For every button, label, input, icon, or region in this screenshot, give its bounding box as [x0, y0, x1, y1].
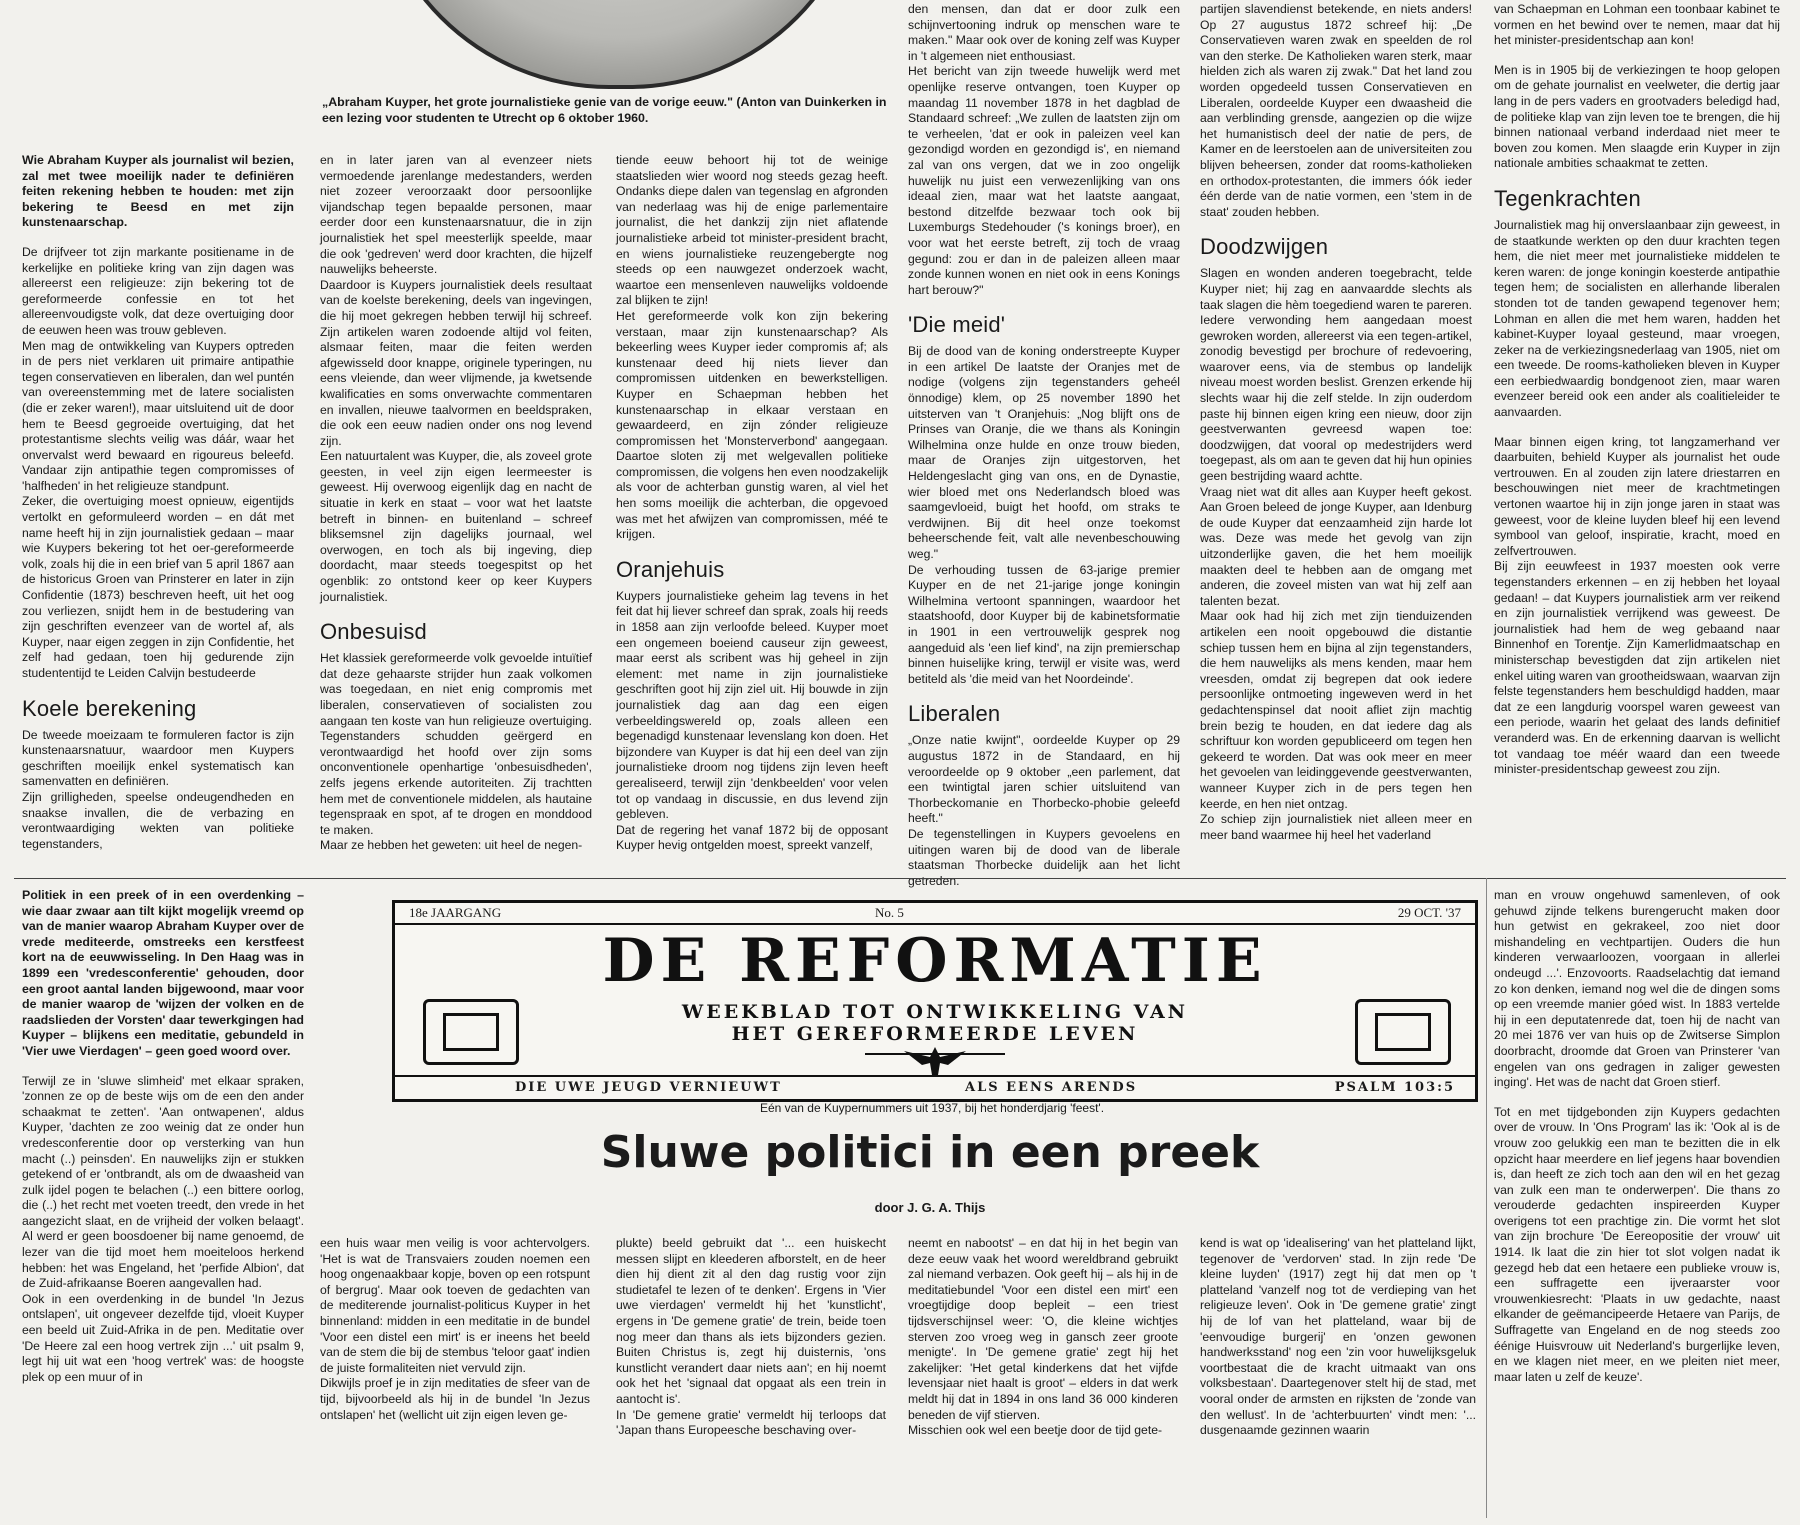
paragraph: Men is in 1905 bij de verkiezingen te hoop gelopen om de gehate journalist en veelweter, die dertig jaar lang in de pers vaders en grootvaders beledigd had, de politieke klap van zijn leven toe te brengen, die hij binnen nationaal verband inderdaad niet meer te boven zou komen. Men slaagde erin Kuyper in zijn nationale ambities schaakmat te zetten.	[1494, 62, 1780, 171]
paragraph: Dat de regering het vanaf 1872 bij de opposant Kuyper hevig ontgelden moest, spreekt vanzelf,	[616, 822, 888, 853]
paragraph: De tweede moeizaam te formuleren factor is zijn kunstenaarsnatuur, waardoor men Kuypers geschriften moeilijk enkel systematisch kan samenvatten en definiëren.	[22, 727, 294, 789]
eagle-icon	[900, 1043, 970, 1077]
masthead-caption: Eén van de Kuypernummers uit 1937, bij het honderdjarig 'feest'.	[759, 1101, 1105, 1115]
paragraph: Men mag de ontwikkeling van Kuypers optreden in de pers niet verklaren uit primaire antipathie tegen conservatieven en liberalen, dan wel puntén van overeenstemming met de latere socialisten (die er zeker waren!), maar uitsluitend uit de door hem te Beesd gegroeide overtuiging, dat het protestantisme slechts veilig was dáár, waar het onvervalst werd bewaard en rigoureus beleefd. Vandaar zijn antipathie tegen compromisses of 'halfheden' in het religieuze standpunt.	[22, 338, 294, 493]
photo-caption: „Abraham Kuyper, het grote journalistieke genie van de vorige eeuw." (Anton van Duinkerken in een lezing voor studenten te Utrecht op 6 oktober 1960.	[322, 95, 887, 125]
subheading: Liberalen	[908, 701, 1001, 727]
masthead-title: DE REFORMATIE	[602, 926, 1268, 996]
paragraph: plukte) beeld gebruikt dat '... een huiskecht messen slijpt en kleederen afborstelt, en de heer dien hij dient zit al den dag rustig voor zijn studietafel te lezen of te denken'. Ergens in 'Vier uwe vierdagen' vermeldt hij het 'kunstlicht', ergens in 'De gemene gratie' de trein, beide toen nog meer dan thans als iets bijzonders gezien. Buiten Christus is, zegt hij duisternis, 'ons kunstlicht verandert daar niets aan'; en hij noemt ook het het 'signaal dat opgaat als een trein in aantocht is'. In 'De gemene gratie' vermeldt hij terloops dat 'Japan thans Europeesche beschaving over-	[616, 1236, 886, 1438]
subheading: Tegenkrachten	[1494, 185, 1641, 211]
subheading: 'Die meid'	[908, 312, 1006, 338]
masthead-subtitle: HET GEREFORMEERDE LEVEN	[731, 1023, 1139, 1045]
masthead-topline	[395, 903, 1475, 925]
paragraph: Kuypers journalistieke geheim lag tevens in het feit dat hij liever schreef dan sprak, zoals hij reeds in 1858 aan zijn verloofde beleed. Kuyper moet een ongemeen boeiend causeur zijn geweest, maar eerst als scribent was hij geheel in zijn element: met name in zijn journalistieke geschriften goot hij zijn ziel uit. Hij bouwde in zijn journalistiek dag aan dag een eigen verbeeldingswereld op, zoals alleen een begenadigd kunstenaar levenslang kon doen. Het bijzondere van Kuyper is dat hij een deel van zijn journalistieke droom nog tijdens zijn leven heeft gerealiseerd, terwijl zijn 'denkbeelden' voor velen tot op vandaag in discussie, en dus levend zijn gebleven.	[616, 588, 888, 822]
paragraph: Journalistiek mag hij onverslaanbaar zijn geweest, in de staatkunde werkten op den duur krachten tegen hem, die niet meer met journalistieke middelen te keren waren: de jonge koningin koesterde antipathie tegen hem; de socialisten en allerhande liberalen stonden tot de tanden gewapend tegenover hem; Lohman en allen die met hem waren, hadden het kabinet-Kuyper loyaal gesteund, maar vroegen, zeker na de verkiezingsnederlaag van 1905, niet om een tweede. De rooms-katholieken bleven in Kuyper een eerbiedwaardig bondgenoot zien, maar waren evenzeer bereid ook een ander als coalitieleider te aanvaarden.	[1494, 217, 1780, 420]
motto-left: DIE UWE JEUGD VERNIEUWT	[515, 1080, 782, 1095]
column-2	[320, 153, 592, 873]
paragraph: Bij de dood van de koning onderstreepte Kuyper in een artikel De laatste der Oranjes met de nodige (volgens zijn tegenstanders geheél önnodige) klem, op 25 november 1890 het uitsterven van 't Oranjehuis: „Nog blijft ons de Prinses van Oranje, die we thans als Koningin Wilhelmina onze hulde en onze trouw bieden, maar de Oranjes zijn uitgestorven, het Heldengeslacht ging van ons, en de Dynastie, wier bloed met ons Nederlandsch bloed was saamgevloeid, buigt het hoofd, om straks te verdwijnen. Bij dit heel onze toekomst beheerschende feit, valt alle nevenbeschouwing weg."	[908, 344, 1180, 561]
column-4	[908, 2, 1180, 888]
motto-psalm: PSALM 103:5	[1334, 1080, 1455, 1095]
paragraph: „Onze natie kwijnt", oordeelde Kuyper op 29 augustus 1872 in de Standaard, en hij veroordeelde op 9 oktober „een parlement, dat een twintigtal jaren schier uitsluitend van Thorbeckomanie en Thorbecko-phobie geleefd heeft."	[908, 733, 1180, 826]
lower-column-4	[908, 1236, 1178, 1516]
article-byline: door J. G. A. Thijs	[874, 1200, 986, 1215]
masthead-motto	[395, 1075, 1475, 1099]
subheading: Koele berekening	[22, 695, 197, 721]
lower-column-5	[1200, 1236, 1476, 1516]
paragraph: Tot en met tijdgebonden zijn Kuypers gedachten over de vrouw. In 'Ons Program' las ik: 'Ook al is de vrouw zoo gelukkig een man te bezitten die in elk opzicht haar meerdere en lief jegens haar bovendien is, dan heeft ze zich toch aan den wil en het gezag van zulk een man te onderwerpen'. Die thans zo verouderde gedachten inspireerden Kuyper overigens tot een prachtige zin. Die vormt het slot van zijn brochure 'De Eereopositie der vrouw' uit 1914. Ik laat die zin hier tot slot volgen nadat ik gezegd heb dat een hetaere een publieke vrouw is, een suffragette een ijveraarster voor vrouwenkiesrecht: 'Plaats in uw gedachte, naast elkander de geëmancipeerde Hetaere van Parijs, de Suffragette van Engeland en de nog steeds zoo éénige Huisvrouw uit Nederland's burgerlijke leven, en we klagen niet meer, en we pleiten niet meer, maar laten u zelf de keuze'.	[1494, 1104, 1780, 1384]
lower-column-2	[320, 1236, 590, 1516]
masthead-number: No. 5	[875, 905, 904, 920]
ornament-right-inner	[1375, 1013, 1431, 1051]
paragraph: De tegenstellingen in Kuypers gevoelens en uitingen waren bij de dood van de liberale staatsman Thorbecke duidelijk aan het licht getreden.	[908, 826, 1180, 888]
paragraph: Het bericht van zijn tweede huwelijk werd met openlijke reserve ontvangen, toen Kuyper op maandag 11 november 1878 in het dagblad de Standaard schreef: „We zullen de laatsten zijn om te verheelen, 'dat er ook in paleizen veel kan gezondigd worden en gezondigd is', en niemand zal van ons vergen, dat we in zoo ongelijk huwelijk nu juist een verwezenlijking van ons ideaal zien, maar wat het laatste aangaat, bestond ditzelfde bezwaar toch ook bij Luxemburgs Stedehouder ('s konings broer), en voor wat het eerste betreft, zij toch de vraag gegund: zou er dan in de paleizen alleen maar zonde kunnen wonen en niet ook in eens Konings hart berouw?"	[908, 64, 1180, 297]
paragraph: van Schaepman en Lohman een toonbaar kabinet te vormen en het bewind over te nemen, maar dat hij het minister-presidentschap aan kon!	[1494, 2, 1780, 48]
subheading: Oranjehuis	[616, 556, 725, 582]
subheading: Doodzwijgen	[1200, 234, 1329, 260]
paragraph: tiende eeuw behoort hij tot de weinige staatslieden wier woord nog steeds gezag heeft. Ondanks diepe dalen van tegenslag en afgronden van nederlaag was hij de enige parlementaire journalist, die het dankzij zijn niet aflatende journalistieke arbeid tot minister-president bracht, en wiens journalistieke reuzengebergte nog steeds op een nauwgezet onderzoek wacht, waartoe een mensenleven nauwelijks voldoende zal blijken te zijn!	[616, 153, 888, 308]
paragraph: en in later jaren van al evenzeer niets vermoedende jarenlange medestanders, werden niet zozeer veroorzaakt door persoonlijke vijandschap tegen bepaalde personen, maar eerder door een kunstenaarsnatuur, die in zijn journalistiek het spel meesterlijk speelde, maar die ook 'gedreven' werd door krachten, die hijzelf nauwelijks beheerste.	[320, 153, 592, 277]
article-lead: Wie Abraham Kuyper als journalist wil bezien, zal met twee moeilijk nader te definiëren feiten rekening hebben te houden: met zijn bekering te Beesd en met zijn kunstenaarschap.	[22, 153, 294, 230]
masthead-illustration	[392, 900, 1478, 1102]
column-3	[616, 153, 888, 873]
paragraph: kend is wat op 'idealisering' van het platteland lijkt, tegenover de 'verdorven' stad. In zijn rede 'De kleine luyden' (1917) zegt hij dat men op 't platteland 'vanzelf nog tot de verdieping van het religieuze leven'. Ook in 'De gemene gratie' zingt hij de lof van het platteland, waar bij de 'eenvoudige burgerij' en 'onzen gewonen handwerksstand' nog een 'zin voor huwelijksgeluk voortbestaat die de kracht uitmaakt van ons volksbestaan'. Daartegenover stelt hij de stad, met vooral onder de armsten en rijksten de 'zonde van den wellust'. In de 'achterbuurten' vindt men: '... dusgenaamde gezinnen waarin	[1200, 1236, 1476, 1438]
paragraph: Slagen en wonden anderen toegebracht, telde Kuyper niet; hij zag en aanvaardde slechts als taak slagen die hèm toegediend waren te pareren. Iedere verwonding hem aangedaan moest gewroken worden, allereerst via een tegen-artikel, zonodig bevestigd per brochure of redevoering, waarover eens, via de stembus op landelijk niveau moest worden beslist. Grenzen erkende hij slechts waar hij die zelf stelde. In zijn ouderdom paste hij binnen eigen kring een nieuw, door zijn geestverwanten gevreesd wapen toe: doodzwijgen, dat vooral op medestrijders werd toegepast, als om aan te geven dat hij hun opinies geen bestrijding waard achtte.	[1200, 266, 1472, 484]
paragraph: Maar ze hebben het geweten: uit heel de negen-	[320, 838, 583, 853]
paragraph: De drijfveer tot zijn markante positiename in de kerkelijke en politieke kring van zijn dagen was allereerst een religieuze: zijn bekering tot de gereformeerde confessie en tot het allereenvoudigste volk, dat deze overtuiging door de eeuwen heen was trouw gebleven.	[22, 244, 294, 337]
article-lead: Politiek in een preek of in een overdenking – wie daar zwaar aan tilt kijkt mogelijk vreemd op van de manier waarop Abraham Kuyper over de vrede mediteerde, omstreeks een kerstfeest kort na de eeuwwisseling. In Den Haag was in 1899 een 'vredesconferentie' gehouden, door een groot aantal landen bijgewoond, maar voor de manier waarop de 'wijzen der volken en de raadslieden der Vorsten' daar tewerkgingen had Kuyper – blijkens een meditatie, gebundeld in 'Vier uwe Vierdagen' – geen goed woord over.	[22, 888, 304, 1058]
paragraph: Maar binnen eigen kring, tot langzamerhand ver daarbuiten, behield Kuyper als journalist het oude vertrouwen. En al zouden zijn latere driestarren en beschouwingen niet meer de krachtmetingen vertonen waartoe hij in zijn jonge jaren in staat was geweest, voor de kleine luyden bleef hij een levend symbool van geloof, inspiratie, kracht, moed en zelfvertrouwen.	[1494, 434, 1780, 558]
section-divider	[14, 878, 1786, 879]
paragraph: Het gereformeerde volk kon zijn bekering verstaan, maar zijn kunstenaarschap? Als bekeerling wees Kuyper ieder compromis af; als kunstenaar deed hij niets liever dan compromissen uitdenken en bewerkstelligen. Kuyper en Schaepman hebben het kunstenaarschap in elkaar verstaan en gewaardeerd, en zijn zónder religieuze compromissen het 'Monsterverbond' aangegaan. Daartoe sloten zij met welgevallen politieke compromissen, die volgens hen even noodzakelijk als voor de achterban gunstig waren, al viel het hen soms moeilijk die achterban, die opgevoed was met het afwijzen van compromissen, méé te krijgen.	[616, 308, 888, 542]
masthead-subtitle: WEEKBLAD TOT ONTWIKKELING VAN	[681, 1001, 1189, 1023]
column-1	[22, 153, 294, 873]
paragraph: Daardoor is Kuypers journalistiek deels resultaat van de koelste berekening, deels van ingevingen, die hij moet gekregen hebben terwijl hij schreef. Zijn artikelen waren zodoende altijd vol feiten, alsmaar feiten, maar die feiten werden afgewisseld door knappe, originele typeringen, nu eens vleiende, dan weer vlijmende, ja kwetsende kwalificaties en soms onverwachte commentaren en invallen, nieuwe taalvormen en beeldspraken, die ook een eeuw nadien onder ons nog levend zijn.	[320, 277, 592, 448]
lower-column-6	[1494, 888, 1780, 1518]
paragraph: Vraag niet wat dit alles aan Kuyper heeft gekost. Aan Groen beleed de jonge Kuyper, aan Idenburg de oude Kuyper dat eenzaamheid zijn harde lot was. Deze was mede het gevolg van zijn uitzonderlijke gaven, die het hem moeilijk maakten deel te hebben aan de omgang met anderen, die zoveel misten van wat hij zelf aan talenten bezat.	[1200, 484, 1472, 608]
lower-column-3	[616, 1236, 886, 1516]
paragraph: Zeker, die overtuiging moest opnieuw, eigentijds vertolkt en geformuleerd worden – en dát met name heeft hij in zijn journalistiek gedaan – maar wie Kuypers bekering tot het oer-gereformeerde volk, zoals hij die in een brief van 5 april 1867 aan de historicus Groen van Prinsterer en later in zijn Confidentie (1873) beschreven heeft, uit het oog zou verliezen, snijdt hem in de bestudering van zijn geschriften evenzeer van de wortel af, als Kuyper, naar eigen zeggen in zijn Confidentie, het zelf had gedaan, toen hij gedurende zijn studententijd te Leiden Calvijn bestudeerde	[22, 494, 294, 680]
lower-column-1	[22, 888, 304, 1508]
paragraph: De verhouding tussen de 63-jarige premier Kuyper en de net 21-jarige jonge koningin Wilhelmina vertoont spanningen, waardoor het staatshoofd, door Kuyper bij de kabinetsformatie in 1901 in een vertrouwelijk gesprek nog aangeduid als 'een lief kind', na zijn premierschap binnen huiselijke kring, terwijl er visite was, werd betiteld als 'die meid van het Noordeinde'.	[908, 562, 1180, 686]
paragraph: Bij zijn eeuwfeest in 1937 moesten ook verre tegenstanders erkennen – en zij hebben het loyaal gedaan! – dat Kuypers journalistiek arm ver reikend en zijn journalistiek verrijkend was geweest. De journalistiek had hem de weg gebaand naar Binnenhof en Torentje. Zijn Kamerlidmaatschap en ministerschap bevestigden dat zijn artikelen niet enkel uiting waren van grootheidswaan, waarvan zijn felste tegenstanders hem beschuldigd hadden, maar dat ze een langdurig voorspel waren geweest van een periode, waarin het gelaat des lands definitief veranderd was. En de erkenning daarvan is wellicht tot vandaag toe méér waard dan een tweede minister-presidentschap geweest zou zijn.	[1494, 559, 1780, 777]
paragraph: Zijn grilligheden, speelse ondeugendheden en snaakse invallen, die de verbazing en verontwaardiging wekten van politieke tegenstanders,	[22, 789, 294, 851]
paragraph: Maar ook had hij zich met zijn tienduizenden artikelen een nooit opgebouwd die distantie schiep tussen hem en bijna al zijn tegenstanders, die hem nauwelijks als mens kenden, maar hem vreesden, omdat zij begrepen dat ook iedere persoonlijke ontmoeting ingeweven werd in het gedachtenspinsel dat nooit afliet zijn machtig brein bezig te houden, en dat iedere dag als schriftuur kon worden gepubliceerd om tegen hen gekeerd te worden. Dat was ook meer en meer het gevoelen van leidinggevende geestverwanten, wanneer Kuyper zich in de pers tegen hen keerde, en hen niet ontzag.	[1200, 609, 1472, 811]
paragraph: Terwijl ze in 'sluwe slimheid' met elkaar spraken, 'zonnen ze op de beste wijs om de een den ander schaakmat te zetten'. 'Aan ontwapenen', aldus Kuyper, 'dachten ze zoo weinig dat ze onder hun vredesconferentie door op versterking van hun macht (..) peinsden'. En nauwelijks zijn er stukken getekend of er 'ontbrandt, als om de dwaasheid van zulk ijdel pogen te belachen (..) een bittere oorlog, die (..) het recht met voeten treedt, den vrede in het aangezicht slaat, en de vrijheid der volken belaagt'. Al werd er geen boosdoener bij name genoemd, de lezer van die tijd moet hem moeiteloos herkend hebben: het was Engeland, het 'perfide Albion', dat de Zuid-afrikaanse Boeren aangevallen had. Ook in een overdenking in de bundel 'In Jezus ontslapen', uit ongeveer dezelfde tijd, vloeit Kuyper een beeld uit Zuid-Afrika in de pen. Meditatie over 'De Heere zal een hoog vertrek zijn ...' uit psalm 9, legt hij uit wat een 'hoog vertrek' was: de hoogste plek op een muur of in	[22, 1073, 304, 1384]
paragraph: man en vrouw ongehuwd samenleven, of ook gehuwd zijnde telkens burengerucht maken door hun getwist en gekrakeel, zoo niet door mishandeling en vechtpartijen. Ouders die hun kinderen verwaarloozen, voorgaan in allerlei ondeugd ...'. Enzovoorts. Raadselachtig dat iemand zo kon denken, iemand nog wel die de dingen soms op een vreemde manier góed wist. In 1883 vertelde hij in een deputatenrede dat, toen hij de nacht van 20 mei 1876 ver van huis op de Zwitserse Simplon doorbracht, droomde dat Groen van Prinsterer 'van engelen van ons gedragen in zaliger gewesten inging'. Het was de nacht dat Groen stierf.	[1494, 888, 1780, 1090]
paragraph: een huis waar men veilig is voor achtervolgers. 'Het is wat de Transvaiers zouden noemen een hoog ongenaakbaar kopje, boven op een rotspunt of bergrug'. Maar ook toeven de gedachten van de mediterende journalist-politicus Kuyper in het binnenland: midden in een meditatie in de bundel 'Voor een distel een mirt' is er ineens het beeld van de stem die bij de stembus 'teloor gaat' indien de juiste formaliteiten niet vervuld zijn. Dikwijls proef je in zijn meditaties de sfeer van de tijd, bijvoorbeeld als hij in de bundel 'In Jezus ontslapen' het (wellicht uit zijn eigen leven ge-	[320, 1236, 590, 1422]
paragraph: partijen slavendienst betekende, en niets anders! Op 27 augustus 1872 schreef hij: „De Conservatieven waren zwak en speelden de rol van den sterke. De Katholieken waren sterk, maar hielden zich als waren zij zwak." Dat het land zou worden opgedeeld tussen Conservatieven en Liberalen, oordeelde Kuyper een dwaasheid die aan verblinding grensde, aangezien op die wijze het humanistisch deel der natie de pers, de Kamer en de leerstoelen aan de universiteiten zou blijven beheersen, zonder dat rooms-katholieken en orthodox-protestanten, die immers óók ieder één derde van de natie vormen, een 'stem in de staat' zouden hebben.	[1200, 2, 1472, 219]
paragraph: neemt en nabootst' – en dat hij in het begin van deze eeuw vaak het woord wereldbrand gebruikt zal niemand verbazen. Ook geeft hij – als hij in de meditatiebundel 'Voor een distel een mirt' een vroegtijdige doop bepleit – een triest tijdsverschijnsel weer: 'O, die kleine wichtjes sterven zoo vroeg weg in gansch zeer groote menigte'. In 'De gemene gratie' zegt hij het zakelijker: 'Het getal kinderkens dat het vijfde levensjaar niet haalt is groot' – elders in dat werk meldt hij dat in 1894 in ons land 36 000 kinderen beneden de vijf stierven. Misschien ook wel een beetje door de tijd gete-	[908, 1236, 1178, 1438]
masthead-date: 29 OCT. '37	[1397, 905, 1461, 920]
column-6	[1494, 2, 1780, 873]
paragraph: Het klassiek gereformeerde volk gevoelde intuïtief dat deze gehaarste strijder hun zaak volkomen was toegedaan, en niet enig compromis met liberalen, conservatieven of socialisten zou aangaan ten koste van hun religieuze overtuiging. Tegenstanders schudden geërgerd en verontwaardigd het hoofd over zijn soms onconventionele openhartige 'onbesuisdheden', zelfs jegens erkende autoriteiten. Zij trachtten hem met de conventionele middelen, als hautaine tegenspraak en spot, af te drogen en monddood te maken.	[320, 651, 592, 837]
article-headline: Sluwe politici in een preek	[600, 1127, 1260, 1178]
subheading: Onbesuisd	[320, 619, 427, 645]
motto-right: ALS EENS ARENDS	[965, 1080, 1138, 1095]
ornament-left-inner	[443, 1013, 499, 1051]
paragraph: Een natuurtalent was Kuyper, die, als zoveel grote geesten, in veel zijn eigen leermeester is geweest. Hij overwoog eigenlijk dag en nacht de situatie in kerk en staat – voor wat het laatste betreft in binnen- en buitenland – schreef bliksemsnel zijn dagelijks journaal, wel overwogen, en toch als bij ingeving, diep doordacht, maar steeds toegespitst op het ogenblik: zo ontstond keer op keer Kuypers journalistiek.	[320, 449, 592, 604]
paragraph: den mensen, dan dat er door zulk een schijnvertooning indruk op menschen ware te maken." Maar ook over de koning zelf was Kuyper in 't algemeen niet enthousiast.	[908, 2, 1180, 63]
portrait-photo	[370, 0, 868, 89]
paragraph: Zo schiep zijn journalistiek niet alleen meer en meer band waarmee hij heel het vaderland	[1200, 812, 1472, 842]
masthead-volume: 18e JAARGANG	[409, 905, 502, 920]
column-rule	[1486, 878, 1487, 1518]
column-5	[1200, 2, 1472, 873]
